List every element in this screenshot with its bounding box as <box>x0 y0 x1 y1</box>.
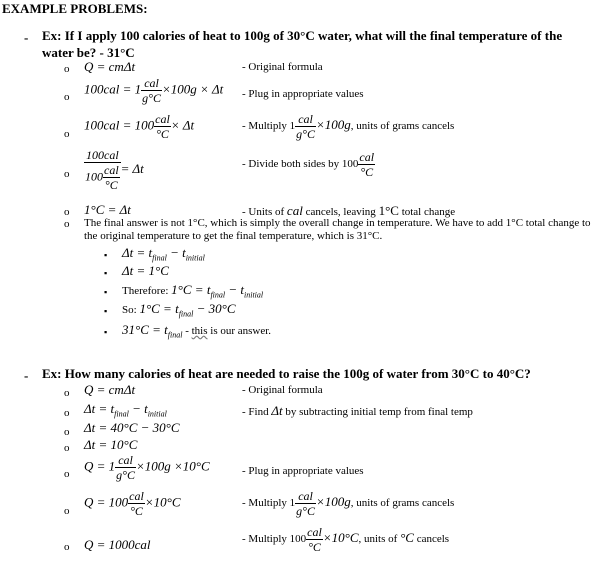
equation: Δt = 40°C − 30°C <box>84 420 180 435</box>
equation: $\Delta t = t_{final} - t_{initial}$ <box>122 245 205 263</box>
equation: 100cal = 100 $\frac{\text{cal}}{^\circ C}$ × Δt <box>84 112 195 141</box>
bullet: o <box>64 206 70 218</box>
equation: Q = 1 $\frac{\text{cal}}{g^\circ C}$ ×100g ×10°C <box>84 453 210 482</box>
bullet: o <box>64 387 70 399</box>
dash-marker: - <box>24 368 29 383</box>
equation: Δt = 10°C <box>84 437 138 452</box>
bullet: o <box>64 63 70 75</box>
note: - Multiply 100 $\frac{\text{cal}}{^\circ C}$ ×10°C, units of °C cancels <box>242 525 450 554</box>
bullet: o <box>64 468 70 480</box>
equation: Q = 1000cal <box>84 537 151 552</box>
page-title: EXAMPLE PROBLEMS: <box>2 1 148 16</box>
explanation-paragraph: The final answer is not 1°C, which is simply the overall change in temperature. We have to add 1°C total change to the original temperature to get the final temperature, which is 31°C. <box>84 217 591 242</box>
note: - Original formula <box>242 384 323 396</box>
square-bullet: ▪ <box>104 268 108 278</box>
equation: Therefore: $1^\circ C = t_{final} - t_{initial}$ <box>122 282 264 300</box>
note: - Plug in appropriate values <box>242 465 364 477</box>
bullet: o <box>64 426 70 438</box>
square-bullet: ▪ <box>104 287 108 297</box>
equation: Q = cmΔt <box>84 382 136 397</box>
equation: 100cal = 1 $\frac{\text{cal}}{g^\circ C}$ ×100g × Δt <box>84 76 224 105</box>
square-bullet: ▪ <box>104 250 108 260</box>
bullet: o <box>64 218 70 230</box>
equation: 100cal 100 $\frac{\text{cal}}{^\circ C}$ = Δt <box>85 148 144 192</box>
note: - Find Δt by subtracting initial temp from final temp <box>242 403 473 418</box>
note: - Multiply 1 $\frac{\text{cal}}{g^\circ C}$ ×100g, units of grams cancels <box>242 489 455 518</box>
equation: 1°C = Δt <box>84 202 131 217</box>
example-1-question: Ex: If I apply 100 calories of heat to 100g of 30°C water, what will the final temperature of the water be? - 31°C <box>42 28 563 60</box>
note: - Divide both sides by 100 $\frac{\text{cal}}{^\circ C}$ <box>242 150 375 179</box>
equation: Δt = 1°C <box>122 263 169 278</box>
equation: $\Delta t = t_{final} - t_{initial}$ <box>84 401 167 419</box>
equation: $31^\circ C = t_{final}$ - this is our answer. <box>122 322 272 340</box>
bullet: o <box>64 91 70 103</box>
square-bullet: ▪ <box>104 306 108 316</box>
note: - Multiply 1 $\frac{\text{cal}}{g^\circ C}$ ×100g, units of grams cancels <box>242 112 455 141</box>
equation: So: $1^\circ C = t_{final} - 30^\circ C$ <box>122 301 236 319</box>
bullet: o <box>64 541 70 553</box>
bullet: o <box>64 168 70 180</box>
bullet: o <box>64 505 70 517</box>
example-2-question: Ex: How many calories of heat are needed to raise the 100g of water from 30°C to 40°C? <box>42 366 531 381</box>
equation: Q = 100 $\frac{\text{cal}}{^\circ C}$ ×10°C <box>84 489 181 518</box>
note: - Plug in appropriate values <box>242 88 364 100</box>
square-bullet: ▪ <box>104 327 108 337</box>
equation: Q = cmΔt <box>84 59 136 74</box>
note: - Original formula <box>242 61 323 73</box>
dash-marker: - <box>24 30 29 45</box>
bullet: o <box>64 407 70 419</box>
bullet: o <box>64 128 70 140</box>
bullet: o <box>64 442 70 454</box>
note: - Units of cal cancels, leaving 1°C total change <box>242 203 456 218</box>
